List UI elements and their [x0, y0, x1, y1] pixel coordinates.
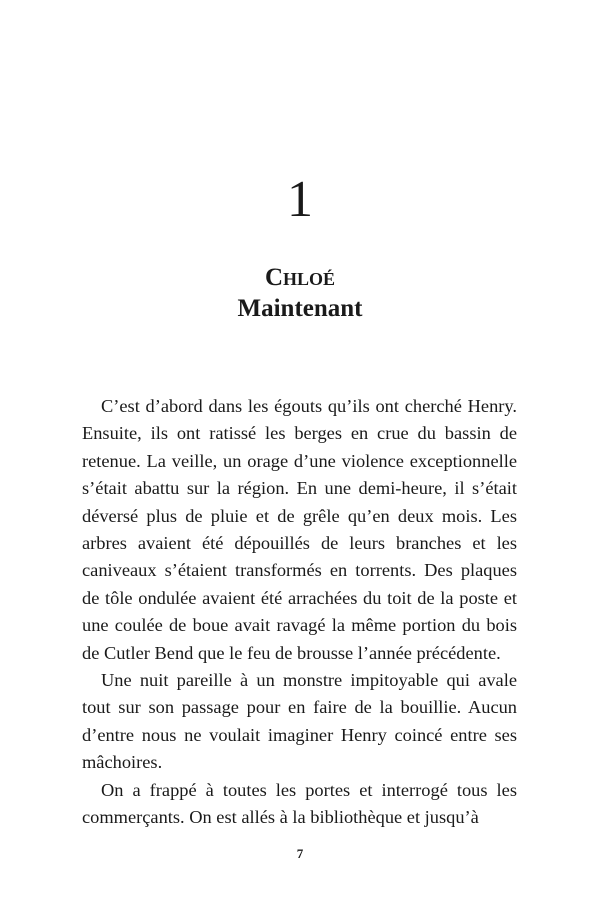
chapter-name: Chloé: [264, 264, 336, 291]
chapter-subtitle: Maintenant: [237, 295, 363, 322]
chapter-number: 1: [287, 171, 313, 228]
paragraph: C’est d’abord dans les égouts qu’ils ont cherché Henry. Ensuite, ils ont ratissé les berges en crue du bassin de retenue. La veille, un orage d’une violence exceptionnelle s’était abattu sur la région. En une demi-heure, il s’était déversé plus de pluie et de grêle qu’en deux mois. Les arbres avaient été dépouillés de leurs branches et les caniveaux s’étaient transformés en torrents. Des plaques de tôle ondulée avaient été arrachées du toit de la poste et une coulée de boue avait ravagé la même portion du bois de Cutler Bend que le feu de brousse l’année précédente.: [82, 396, 517, 663]
chapter-heading: [0, 262, 600, 324]
page-number: 7: [296, 846, 304, 861]
paragraph: On a frappé à toutes les portes et interrogé tous les commerçants. On est allés à la bibliothèque et jusqu’à: [82, 779, 517, 828]
paragraph: Une nuit pareille à un monstre impitoyable qui avale tout sur son passage pour en faire de la bouillie. Aucun d’entre nous ne voulait imaginer Henry coincé entre ses mâchoires.: [82, 670, 517, 773]
body-text: [82, 393, 517, 832]
